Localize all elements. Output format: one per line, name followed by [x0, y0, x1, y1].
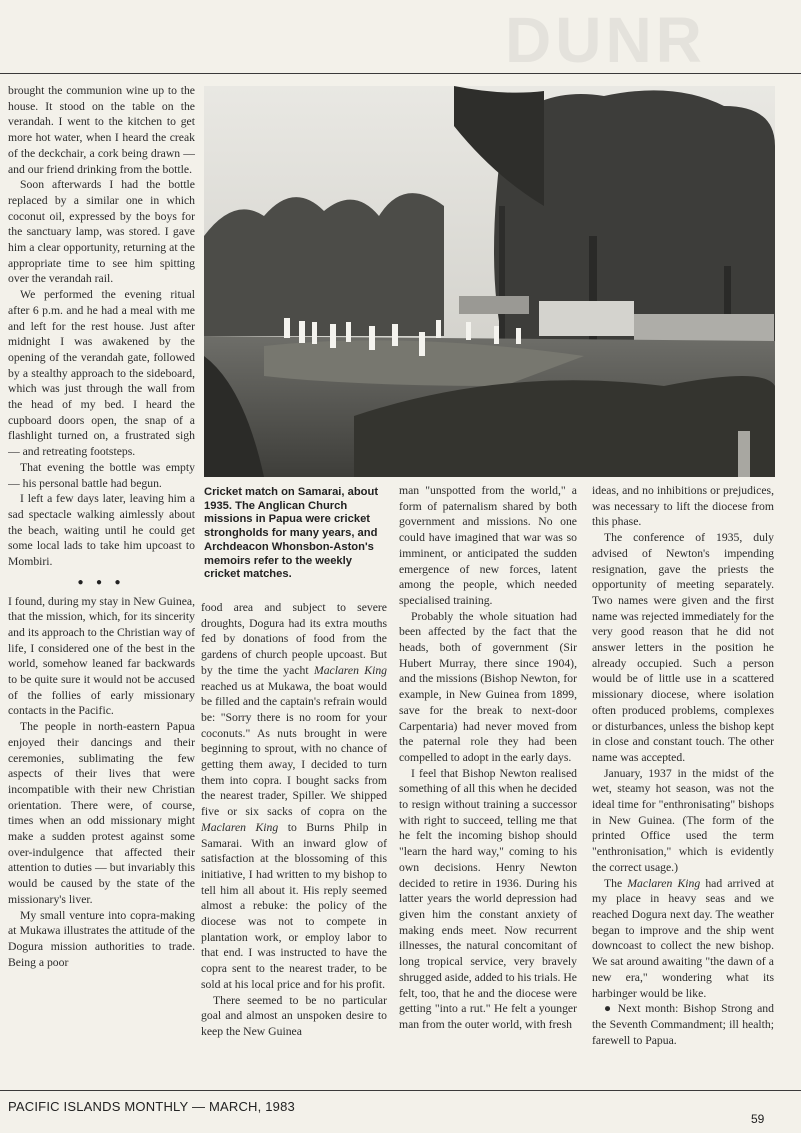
vessel-name: Maclaren King: [627, 876, 701, 890]
article-paragraph: The Maclaren King had arrived at my place in heavy seas and we reached Dogura next day. The weather began to improve and the ship went downcoast to collect the new bishop. We sat around awaiting "the dawn of a new era," wondering what its harbinger would be like.: [592, 876, 774, 1000]
top-rule: [0, 73, 801, 74]
vessel-name: Maclaren King: [313, 663, 387, 677]
article-paragraph: I left a few days later, leaving him a sad spectacle walking aimlessly about the beach, waiting until he could get some local lads to take him upcoast to Mombiri.: [8, 492, 195, 569]
article-paragraph: The people in north-eastern Papua enjoyed their dancings and their ceremonies, sublimating the few aspects of their lives that were incompatible with their new Christian orientation. There were, of course, times when an odd missionary might make a sudden protest against some over-indulgence that affected their attention to duties — but invariably this would be caused by the state of the missionary's liver.: [8, 720, 195, 906]
article-paragraph: There seemed to be no particular goal and almost an unspoken desire to keep the New Guinea: [201, 993, 387, 1038]
column-1: [8, 83, 195, 1091]
column-2: [201, 600, 387, 1090]
cricket-photo: [204, 86, 775, 477]
article-paragraph: ● Next month: Bishop Strong and the Seventh Commandment; ill health; farewell to Papua.: [592, 1002, 774, 1047]
article-paragraph: I found, during my stay in New Guinea, that the mission, which, for its sincerity and its approach to the Christian way of life, I considered one of the best in the world, somehow leaned far backwards to be quite sure it would not be accused of the follies of early missionary contacts in the Pacific.: [8, 594, 195, 718]
column-4: [592, 483, 774, 1089]
article-paragraph: We performed the evening ritual after 6 p.m. and he had a meal with me and left for the rest house. Just after midnight I was awakened by the opening of the verandah gate, followed by a stealthy approach to the sideboard, which was just through the wall from the head of my bed. I heard the cupboard doors open, the snap of a flashlight turned on, a frustrated sigh — and retreating footsteps.: [8, 288, 195, 459]
photo-cricket-match-icon: [204, 86, 775, 477]
article-paragraph: My small venture into copra-making at Mukawa illustrates the attitude of the Dogura mission authorities to trade. Being a poor: [8, 908, 195, 969]
article-paragraph: Soon afterwards I had the bottle replaced by a similar one in which coconut oil, expressed by the boys for the sanctuary lamp, was stored. I gave him a clear opportunity, returning at the appropriate time to see him spitting over the verandah rail.: [8, 178, 195, 286]
page-number: 59: [751, 1112, 765, 1126]
article-paragraph: The conference of 1935, duly advised of Newton's impending resignation, gave the priests the opportunity of meeting separately. Two names were given and the first name was rejected immediately for the very good reason that he did not answer letters in the position he already occupied. Such a person would be of little use in a scattered missionary diocese, where isolation often produced problems, complexes or disturbances, unless the bishop kept in close and constant touch. The other name was accepted.: [592, 531, 774, 764]
article-paragraph: brought the communion wine up to the house. It stood on the table on the verandah. I went to the kitchen to get more hot water, when I heard the creak of the deckchair, a cork being drawn — and our friend drinking from the bottle.: [8, 84, 195, 176]
article-paragraph: ideas, and no inhibitions or prejudices, was necessary to lift the diocese from this phase.: [592, 484, 774, 529]
article-paragraph: man "unspotted from the world," a form of paternalism shared by both government and missions. No one could have imagined that war was so imminent, or anticipated the sudden emergence of new forces, latent among the people, which needed specialised training.: [399, 484, 577, 607]
article-paragraph: January, 1937 in the midst of the wet, steamy hot season, was not the ideal time for "enthronisating" bishops in New Guinea. (The form of the printed Office used the term "enthronisation," which is evidently the correct usage.): [592, 766, 774, 874]
vessel-name: Maclaren King: [201, 820, 279, 834]
section-break-dots: ● ● ●: [77, 576, 126, 588]
article-paragraph: That evening the bottle was empty — his personal battle had begun.: [8, 460, 195, 490]
bottom-rule: [0, 1090, 801, 1091]
footer-publication: PACIFIC ISLANDS MONTHLY — MARCH, 1983: [8, 1099, 295, 1114]
column-3: [399, 483, 577, 1089]
article-paragraph: I feel that Bishop Newton realised something of all this when he decided to resign without training a successor with right to succeed, telling me that he felt the incoming bishop should "learn the hard way," coming to his own decisions. Henry Newton decided to retire in 1936. During his latter years the world depression had given him the constant anxiety of making ends meet. Now recurrent illnesses, the natural concomitant of long tropical service, very bravely shrugged aside, added to his trials. He felt, too, that he and the diocese were getting "into a rut." He felt a younger man from the outer world, with fresh: [399, 766, 577, 1031]
article-paragraph: food area and subject to severe droughts, Dogura had its extra mouths fed by donations of food from the gardens of church people upcoast. But by the time the yacht Maclaren King reached us at Mukawa, the boat would be filled and the captain's refrain would be: "Sorry there is no room for your coconuts." As nuts brought in were beginning to sprout, with no chance of getting them away, I decided to turn them into copra. I bought sacks from the nearest trader, Spiller. We shipped five or six sacks of copra on the Maclaren King to Burns Philp in Samarai. With an inward glow of satisfaction at the blossoming of this initiative, I had written to my bishop to tell him all about it. His reply seemed almost a rebuke: the policy of the diocese was not to compete in plantation work, or employ labor to that end. I was instructed to have the copra sent to the nearest trader, to be sold at his local price and for his profit.: [201, 601, 387, 991]
article-paragraph: Probably the whole situation had been affected by the fact that the heads, both of government (Sir Hubert Murray, there since 1904), and the missions (Bishop Newton, for example, in New Guinea from 1899, save for the break to next-door Carpentaria) had never moved from the paternal role they had been compelled to adopt in the early days.: [399, 609, 577, 764]
masthead-ghost: DUNR: [505, 10, 706, 70]
photo-caption: Cricket match on Samarai, about 1935. The Anglican Church missions in Papua were cricket strongholds for many years, and Archdeacon Whonsbon-Aston's memoirs refer to the weekly cricket matches.: [204, 486, 379, 581]
